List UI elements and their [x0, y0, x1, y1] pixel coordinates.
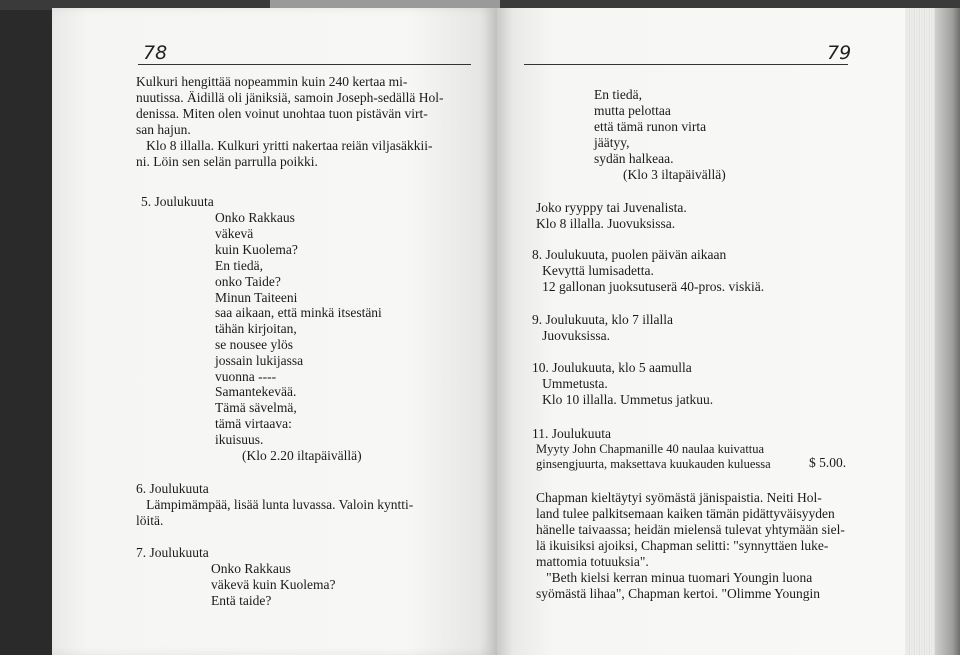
poem-line: Samantekevää. [215, 384, 297, 399]
poem-line: väkevä kuin Kuolema? [211, 577, 336, 592]
text-line: Chapman kieltäytyi syömästä jänispaistia. Neiti Hol- [536, 490, 822, 505]
poem-line: mutta pelottaa [594, 103, 671, 118]
dec10-heading: 10. Joulukuuta, klo 5 aamulla [532, 360, 692, 375]
text-line: Kulkuri hengittää nopeammin kuin 240 kertaa mi- [136, 74, 408, 89]
text-line: 12 gallonan juoksutuserä 40-pros. viskiä. [532, 279, 765, 294]
poem-line: Onko Rakkaus [215, 210, 295, 225]
text-line: ginsengjuurta, maksettava kuukauden kuluessa [536, 457, 771, 471]
text-line: hänelle taivaassa; heidän mielensä tulevat yhtymään siel- [536, 522, 845, 537]
text-line: nuutissa. Äidillä oli jäniksiä, samoin Joseph-sedällä Hol- [136, 90, 444, 105]
poem-line: Minun Taiteeni [215, 290, 298, 305]
text-line: Kevyttä lumisadetta. [532, 263, 654, 278]
poem-line: Entä taide? [211, 593, 272, 608]
poem-line: että tämä runon virta [594, 119, 707, 134]
scan-top-edge-light [270, 0, 500, 8]
text-line: land tulee palkitsemaan kaiken tämän pidättyväisyyden [536, 506, 835, 521]
poem-line: En tiedä, [594, 87, 642, 102]
poem-line: ikuisuus. [215, 432, 264, 447]
poem-line: tähän kirjoitan, [215, 321, 297, 336]
text-line: Juovuksissa. [532, 328, 611, 343]
text-line: Lämpimämpää, lisää lunta luvassa. Valoin kyntti- [136, 497, 414, 512]
left-header-rule [138, 64, 471, 65]
text-line: san hajun. [136, 122, 191, 137]
amount-value: $ 5.00. [809, 455, 847, 470]
right-header-rule [524, 64, 848, 65]
poem1-time: (Klo 2.20 iltapäivällä) [242, 448, 362, 463]
text-line: lä ikuisiksi ajoiksi, Chapman selitti: "synnyttäen luke- [536, 538, 829, 553]
poem-line: kuin Kuolema? [215, 242, 298, 257]
poem-line: jäätyy, [594, 135, 630, 150]
text-line: Joko ryyppy tai Juvenalista. [536, 200, 687, 215]
poem-line: En tiedä, [215, 258, 263, 273]
dec5-heading: 5. Joulukuuta [141, 194, 214, 209]
poem-line: vuonna ---- [215, 369, 277, 384]
poem-line: saa aikaan, että minkä itsestäni [215, 305, 382, 320]
text-line: denissa. Miten olen voinut unohtaa tuon pistävän virt- [136, 106, 428, 121]
text-line: syömästä lihaa", Chapman kertoi. "Olimme Youngin [536, 586, 820, 601]
text-line: mattomia totuuksia". [536, 554, 649, 569]
poem-line: onko Taide? [215, 274, 281, 289]
poem-line: jossain lukijassa [215, 353, 304, 368]
text-line: ni. Löin sen selän parrulla poikki. [136, 154, 318, 169]
poem-line: Onko Rakkaus [211, 561, 291, 576]
poem-line: väkevä [215, 226, 254, 241]
text-line: "Beth kielsi kerran minua tuomari Youngin luona [536, 570, 813, 585]
poem-line: sydän halkeaa. [594, 151, 674, 166]
text-line: Klo 10 illalla. Ummetus jatkuu. [532, 392, 714, 407]
dec8-heading: 8. Joulukuuta, puolen päivän aikaan [532, 247, 727, 262]
text-line: löitä. [136, 513, 164, 528]
poem-line: se nousee ylös [215, 337, 293, 352]
poem-time: (Klo 3 iltapäivällä) [623, 167, 726, 182]
dec11-heading: 11. Joulukuuta [532, 426, 611, 441]
dec6-heading: 6. Joulukuuta [136, 481, 209, 496]
right-page-number: 79 [827, 42, 852, 64]
book-edge-shadow [935, 8, 960, 655]
poem-line: Tämä sävelmä, [215, 400, 297, 415]
left-page-number: 78 [143, 42, 168, 64]
text-line: Ummetusta. [532, 376, 608, 391]
dec7-heading: 7. Joulukuuta [136, 545, 209, 560]
poem-line: tämä virtaava: [215, 416, 292, 431]
text-line: Klo 8 illalla. Juovuksissa. [536, 216, 676, 231]
text-line: Myyty John Chapmanille 40 naulaa kuivattua [536, 442, 765, 456]
text-line: Klo 8 illalla. Kulkuri yritti nakertaa reiän viljasäkkii- [136, 138, 433, 153]
dec9-heading: 9. Joulukuuta, klo 7 illalla [532, 312, 673, 327]
